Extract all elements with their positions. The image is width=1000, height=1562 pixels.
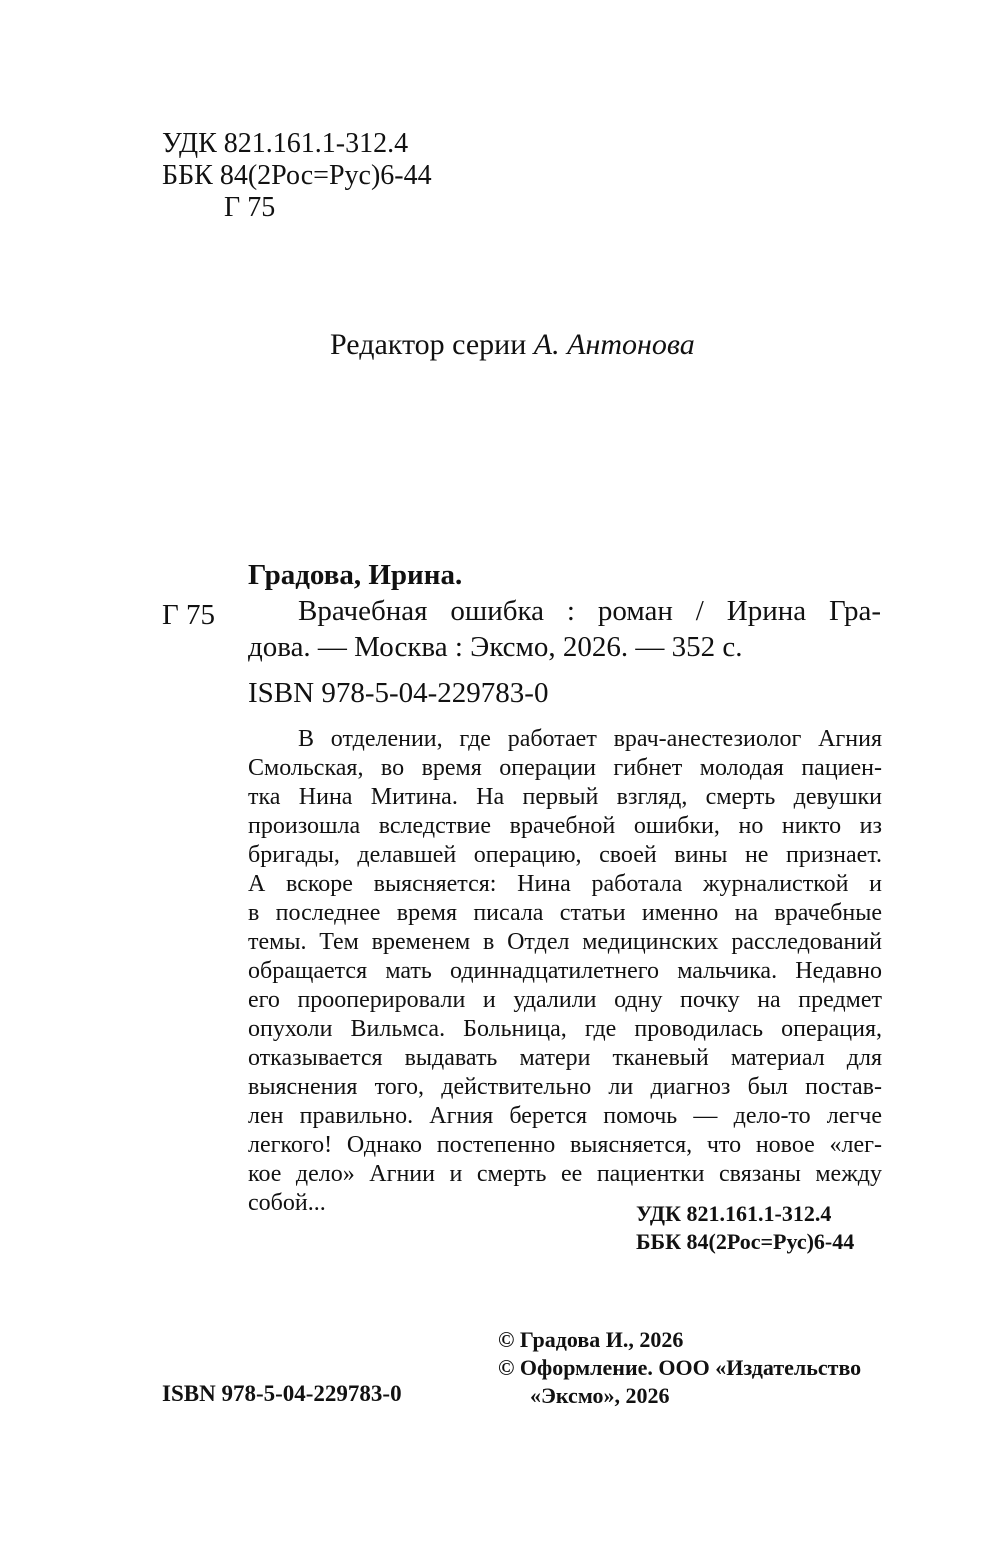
series-editor-name: А. Антонова bbox=[533, 328, 695, 361]
bibliographic-title-line-2: дова. — Москва : Эксмо, 2026. — 352 с. bbox=[248, 631, 743, 663]
annotation-line: произошла вследствие врачебной ошибки, но никто из bbox=[248, 813, 882, 839]
annotation-line: его прооперировали и удалили одну почку на предмет bbox=[248, 987, 882, 1013]
annotation-line: Смольская, во время операции гибнет молодая пациен- bbox=[248, 755, 882, 781]
annotation-line: А вскоре выясняется: Нина работала журналисткой и bbox=[248, 871, 882, 897]
copyright-design-line-2: «Эксмо», 2026 bbox=[530, 1383, 670, 1408]
isbn-footer: ISBN 978-5-04-229783-0 bbox=[162, 1381, 402, 1406]
annotation-line: легкого! Однако постепенно выясняется, что новое «лег- bbox=[248, 1132, 882, 1158]
series-editor-line bbox=[330, 327, 695, 363]
annotation-line: отказывается выдавать матери тканевый материал для bbox=[248, 1045, 882, 1071]
series-editor-label: Редактор серии bbox=[330, 328, 527, 361]
bibliographic-title-line-1: Врачебная ошибка : роман / Ирина Гра- bbox=[298, 595, 881, 627]
annotation-line: темы. Тем временем в Отдел медицинских расследований bbox=[248, 929, 882, 955]
catalog-author-sign: Г 75 bbox=[162, 599, 216, 631]
udk-code-footer: УДК 821.161.1-312.4 bbox=[636, 1201, 832, 1226]
annotation-line: тка Нина Митина. На первый взгляд, смерть девушки bbox=[248, 784, 882, 810]
copyright-author: © Градова И., 2026 bbox=[498, 1327, 684, 1352]
annotation-line: бригады, делавшей операцию, своей вины не признает. bbox=[248, 842, 882, 868]
isbn-entry: ISBN 978-5-04-229783-0 bbox=[248, 677, 549, 709]
udk-code: УДК 821.161.1-312.4 bbox=[162, 128, 409, 159]
annotation-line: собой... bbox=[248, 1190, 326, 1216]
annotation-line: обращается мать одиннадцатилетнего мальчика. Недавно bbox=[248, 958, 882, 984]
author-sign-code: Г 75 bbox=[224, 192, 276, 223]
copyright-design-line-1: © Оформление. ООО «Издательство bbox=[498, 1355, 862, 1380]
annotation-line: В отделении, где работает врач-анестезиолог Агния bbox=[298, 726, 882, 752]
annotation-line: кое дело» Агнии и смерть ее пациентки связаны между bbox=[248, 1161, 882, 1187]
annotation-line: выяснения того, действительно ли диагноз был постав- bbox=[248, 1074, 882, 1100]
bbk-code-footer: ББК 84(2Рос=Рус)6-44 bbox=[636, 1229, 855, 1254]
author-heading: Градова, Ирина. bbox=[248, 559, 463, 591]
annotation-line: опухоли Вильмса. Больница, где проводилась операция, bbox=[248, 1016, 882, 1042]
annotation-line: в последнее время писала статьи именно на врачебные bbox=[248, 900, 882, 926]
annotation-line: лен правильно. Агния берется помочь — дело-то легче bbox=[248, 1103, 882, 1129]
bbk-code: ББК 84(2Рос=Рус)6-44 bbox=[162, 160, 432, 191]
